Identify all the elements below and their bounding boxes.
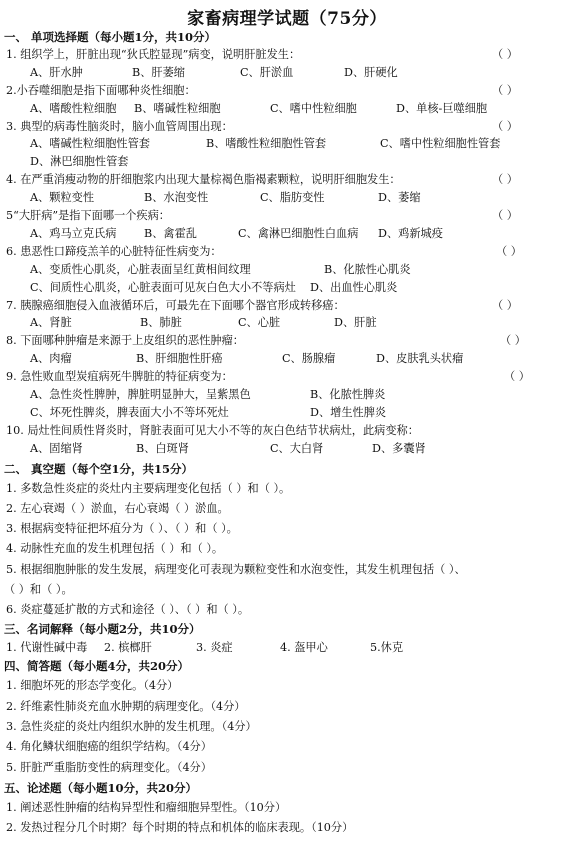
option-A: A、肾脏 xyxy=(30,316,72,330)
term-5: 5.休克 xyxy=(370,640,404,654)
mc-options-4 xyxy=(0,189,574,207)
option-B: B、化脓性脾炎 xyxy=(310,388,386,401)
option-A: A、肉瘤 xyxy=(30,352,72,366)
mc-question-5 xyxy=(0,207,574,225)
mc-options-3 xyxy=(0,153,574,171)
short-text: 2. 纤维素性肺炎充血水肿期的病理变化。（4分） xyxy=(6,699,246,713)
question-text: 2.小吞噬细胞是指下面哪种炎性细胞： xyxy=(6,83,196,97)
option-B: B、肝细胞性肝癌 xyxy=(136,352,223,366)
mc-question-3 xyxy=(0,118,574,136)
option-C: C、嗜中性粒细胞 xyxy=(270,101,357,115)
essay-text: 2. 发热过程分几个时期？每个时期的特点和机体的临床表现。（10分） xyxy=(6,821,354,834)
answer-paren: （ ） xyxy=(492,83,518,97)
mc-options-10 xyxy=(0,440,574,458)
option-B: B、化脓性心肌炎 xyxy=(324,262,411,276)
mc-question-7 xyxy=(0,297,574,315)
option-A: A、嗜碱性粒细胞性管套 xyxy=(30,137,150,151)
fill-question-4 xyxy=(0,540,574,558)
option-D: D、萎缩 xyxy=(378,191,421,205)
section-heading-4 xyxy=(0,657,574,675)
answer-paren: （ ） xyxy=(492,173,518,187)
answer-paren: （ ） xyxy=(496,244,522,258)
question-text: 3. 典型的病毒性脑炎时，脑小血管周围出现： xyxy=(6,119,233,133)
option-C: C、间质性心肌炎，心脏表面可见灰白色大小不等病灶 xyxy=(30,280,296,294)
short-question-4 xyxy=(0,738,574,756)
fill-text: 3. 根据病变特征把坏疽分为（ ）、（ ）和（ ）。 xyxy=(6,522,238,536)
option-C: C、脂肪变性 xyxy=(260,191,325,205)
mc-question-2 xyxy=(0,82,574,100)
section-title: 三、名词解释（每小题2分，共10分） xyxy=(4,621,201,636)
question-text: 4. 在严重消瘦动物的肝细胞浆内出现大量棕褐色脂褐素颗粒，说明肝细胞发生： xyxy=(6,173,401,187)
short-question-2 xyxy=(0,698,574,716)
option-A: A、变质性心肌炎，心脏表面呈红黄相间纹理 xyxy=(30,262,251,276)
option-A: A、鸡马立克氏病 xyxy=(30,226,117,240)
option-D: D、增生性脾炎 xyxy=(310,405,387,419)
option-B: B、水泡变性 xyxy=(144,191,209,205)
fill-text: 4. 动脉性充血的发生机理包括（ ）和（ ）。 xyxy=(6,542,224,556)
question-text: 1. 组织学上，肝脏出现“狄氏腔显现”病变，说明肝脏发生： xyxy=(6,47,301,61)
option-A: A、颗粒变性 xyxy=(30,191,95,205)
option-C: C、大白肾 xyxy=(270,441,324,455)
option-C: C、心脏 xyxy=(238,316,281,330)
short-text: 4. 角化鳞状细胞癌的组织学结构。（4分） xyxy=(6,740,212,754)
mc-options-9 xyxy=(0,386,574,404)
short-question-3 xyxy=(0,718,574,736)
fill-text: 2. 左心衰竭（ ）淤血，右心衰竭（ ）淤血。 xyxy=(6,501,229,515)
question-text: 7. 胰腺癌细胞侵入血液循环后，可最先在下面哪个器官形成转移癌： xyxy=(6,298,345,312)
answer-paren: （ ） xyxy=(492,119,518,133)
term-1: 1. 代谢性碱中毒 xyxy=(6,640,88,654)
section-heading-3 xyxy=(0,620,574,638)
section-title: 一、 单项选择题（每小题1分，共10分） xyxy=(4,30,217,44)
section-title: 五、论述题（每小题10分，共20分） xyxy=(4,780,198,795)
option-B: B、禽霍乱 xyxy=(144,226,197,240)
fill-question-3 xyxy=(0,520,574,538)
short-text: 5. 肝脏严重脂肪变性的病理变化。（4分） xyxy=(6,760,212,774)
short-text: 3. 急性炎症的炎灶内组织水肿的发生机理。（4分） xyxy=(6,719,257,733)
answer-paren: （ ） xyxy=(492,209,518,222)
fill-question-2 xyxy=(0,500,574,518)
option-A: A、嗜酸性粒细胞 xyxy=(30,101,117,115)
short-text: 1. 细胞坏死的形态学变化。（4分） xyxy=(6,679,179,693)
section-heading-2 xyxy=(0,460,574,478)
fill-question-7 xyxy=(0,601,574,619)
mc-options-8 xyxy=(0,350,574,368)
mc-question-4 xyxy=(0,171,574,189)
term-2: 2. 槟榔肝 xyxy=(104,640,152,654)
option-B: B、嗜碱性粒细胞 xyxy=(134,101,221,115)
fill-question-5 xyxy=(0,561,574,579)
question-text: 6. 患恶性口蹄疫羔羊的心脏特征性病变为： xyxy=(6,244,222,258)
page-title: 家畜病理学试题（75分） xyxy=(187,9,387,29)
option-D: D、单核-巨噬细胞 xyxy=(396,101,488,115)
short-question-5 xyxy=(0,759,574,777)
option-A: A、固缩肾 xyxy=(30,441,83,455)
short-question-1 xyxy=(0,677,574,695)
mc-question-9 xyxy=(0,368,574,386)
option-B: B、嗜酸性粒细胞性管套 xyxy=(206,137,327,151)
option-B: B、白斑肾 xyxy=(136,441,189,455)
mc-options-7 xyxy=(0,314,574,332)
mc-options-2 xyxy=(0,100,574,118)
mc-question-6 xyxy=(0,243,574,261)
option-D: D、肝脏 xyxy=(334,316,377,330)
option-D: D、出血性心肌炎 xyxy=(310,280,398,294)
essay-text: 1. 阐述恶性肿瘤的结构异型性和瘤细胞异型性。（10分） xyxy=(6,800,287,814)
option-C: C、肠腺瘤 xyxy=(282,352,336,366)
section-heading-1 xyxy=(0,28,574,46)
option-D: D、鸡新城疫 xyxy=(378,226,443,240)
option-A: A、急性炎性脾肿，脾脏明显肿大，呈紫黑色 xyxy=(30,388,251,401)
option-B: B、肺脏 xyxy=(140,316,182,330)
term-list xyxy=(0,639,574,657)
term-3: 3. 炎症 xyxy=(196,640,233,654)
question-text: 9. 急性败血型炭疽病死牛脾脏的特征病变为： xyxy=(6,370,233,384)
answer-paren: （ ） xyxy=(504,370,530,384)
mc-options-6 xyxy=(0,261,574,279)
mc-options-6 xyxy=(0,279,574,297)
option-C: C、嗜中性粒细胞性管套 xyxy=(380,137,501,151)
term-4: 4. 盔甲心 xyxy=(280,640,328,654)
section-title: 四、简答题（每小题4分，共20分） xyxy=(4,659,190,674)
essay-question-1 xyxy=(0,799,574,817)
answer-paren: （ ） xyxy=(500,334,526,348)
section-heading-5 xyxy=(0,779,574,797)
option-D: D、多囊肾 xyxy=(372,441,426,455)
option-B: B、肝萎缩 xyxy=(132,65,185,79)
option-D: D、皮肤乳头状瘤 xyxy=(376,352,464,366)
mc-options-1 xyxy=(0,64,574,82)
essay-question-2 xyxy=(0,819,574,837)
option-A: A、肝水肿 xyxy=(30,65,83,79)
mc-question-8 xyxy=(0,332,574,350)
fill-text: 6. 炎症蔓延扩散的方式和途径（ ）、（ ）和（ ）。 xyxy=(6,603,250,617)
answer-paren: （ ） xyxy=(492,298,518,312)
mc-options-9 xyxy=(0,404,574,422)
option-C: C、禽淋巴细胞性白血病 xyxy=(238,226,359,240)
option-C: C、肝淤血 xyxy=(240,65,294,79)
mc-question-10 xyxy=(0,422,574,440)
mc-question-1 xyxy=(0,46,574,64)
fill-text: 1. 多数急性炎症的炎灶内主要病理变化包括（ ）和（ ）。 xyxy=(6,481,291,495)
mc-options-3 xyxy=(0,135,574,153)
option-C: C、坏死性脾炎，脾表面大小不等坏死灶 xyxy=(30,405,229,419)
question-text: 10. 局灶性间质性肾炎时，肾脏表面可见大小不等的灰白色结节状病灶，此病变称： xyxy=(6,423,419,437)
question-text: 5“大肝病”是指下面哪一个疾病： xyxy=(6,209,170,222)
fill-text: 5. 根据细胞肿胀的发生发展，病理变化可表现为颗粒变性和水泡变性，其发生机理包括（ ）、 xyxy=(6,562,466,576)
answer-paren: （ ） xyxy=(492,47,518,61)
option-D: D、淋巴细胞性管套 xyxy=(30,155,129,169)
fill-question-1 xyxy=(0,480,574,498)
fill-text: （ ）和（ ）。 xyxy=(4,583,73,596)
option-D: D、肝硬化 xyxy=(344,65,398,79)
section-title: 二、 真空题（每个空1分，共15分） xyxy=(4,461,194,476)
mc-options-5 xyxy=(0,225,574,243)
question-text: 8. 下面哪种肿瘤是来源于上皮组织的恶性肿瘤： xyxy=(6,334,244,348)
fill-question-6 xyxy=(0,581,574,599)
